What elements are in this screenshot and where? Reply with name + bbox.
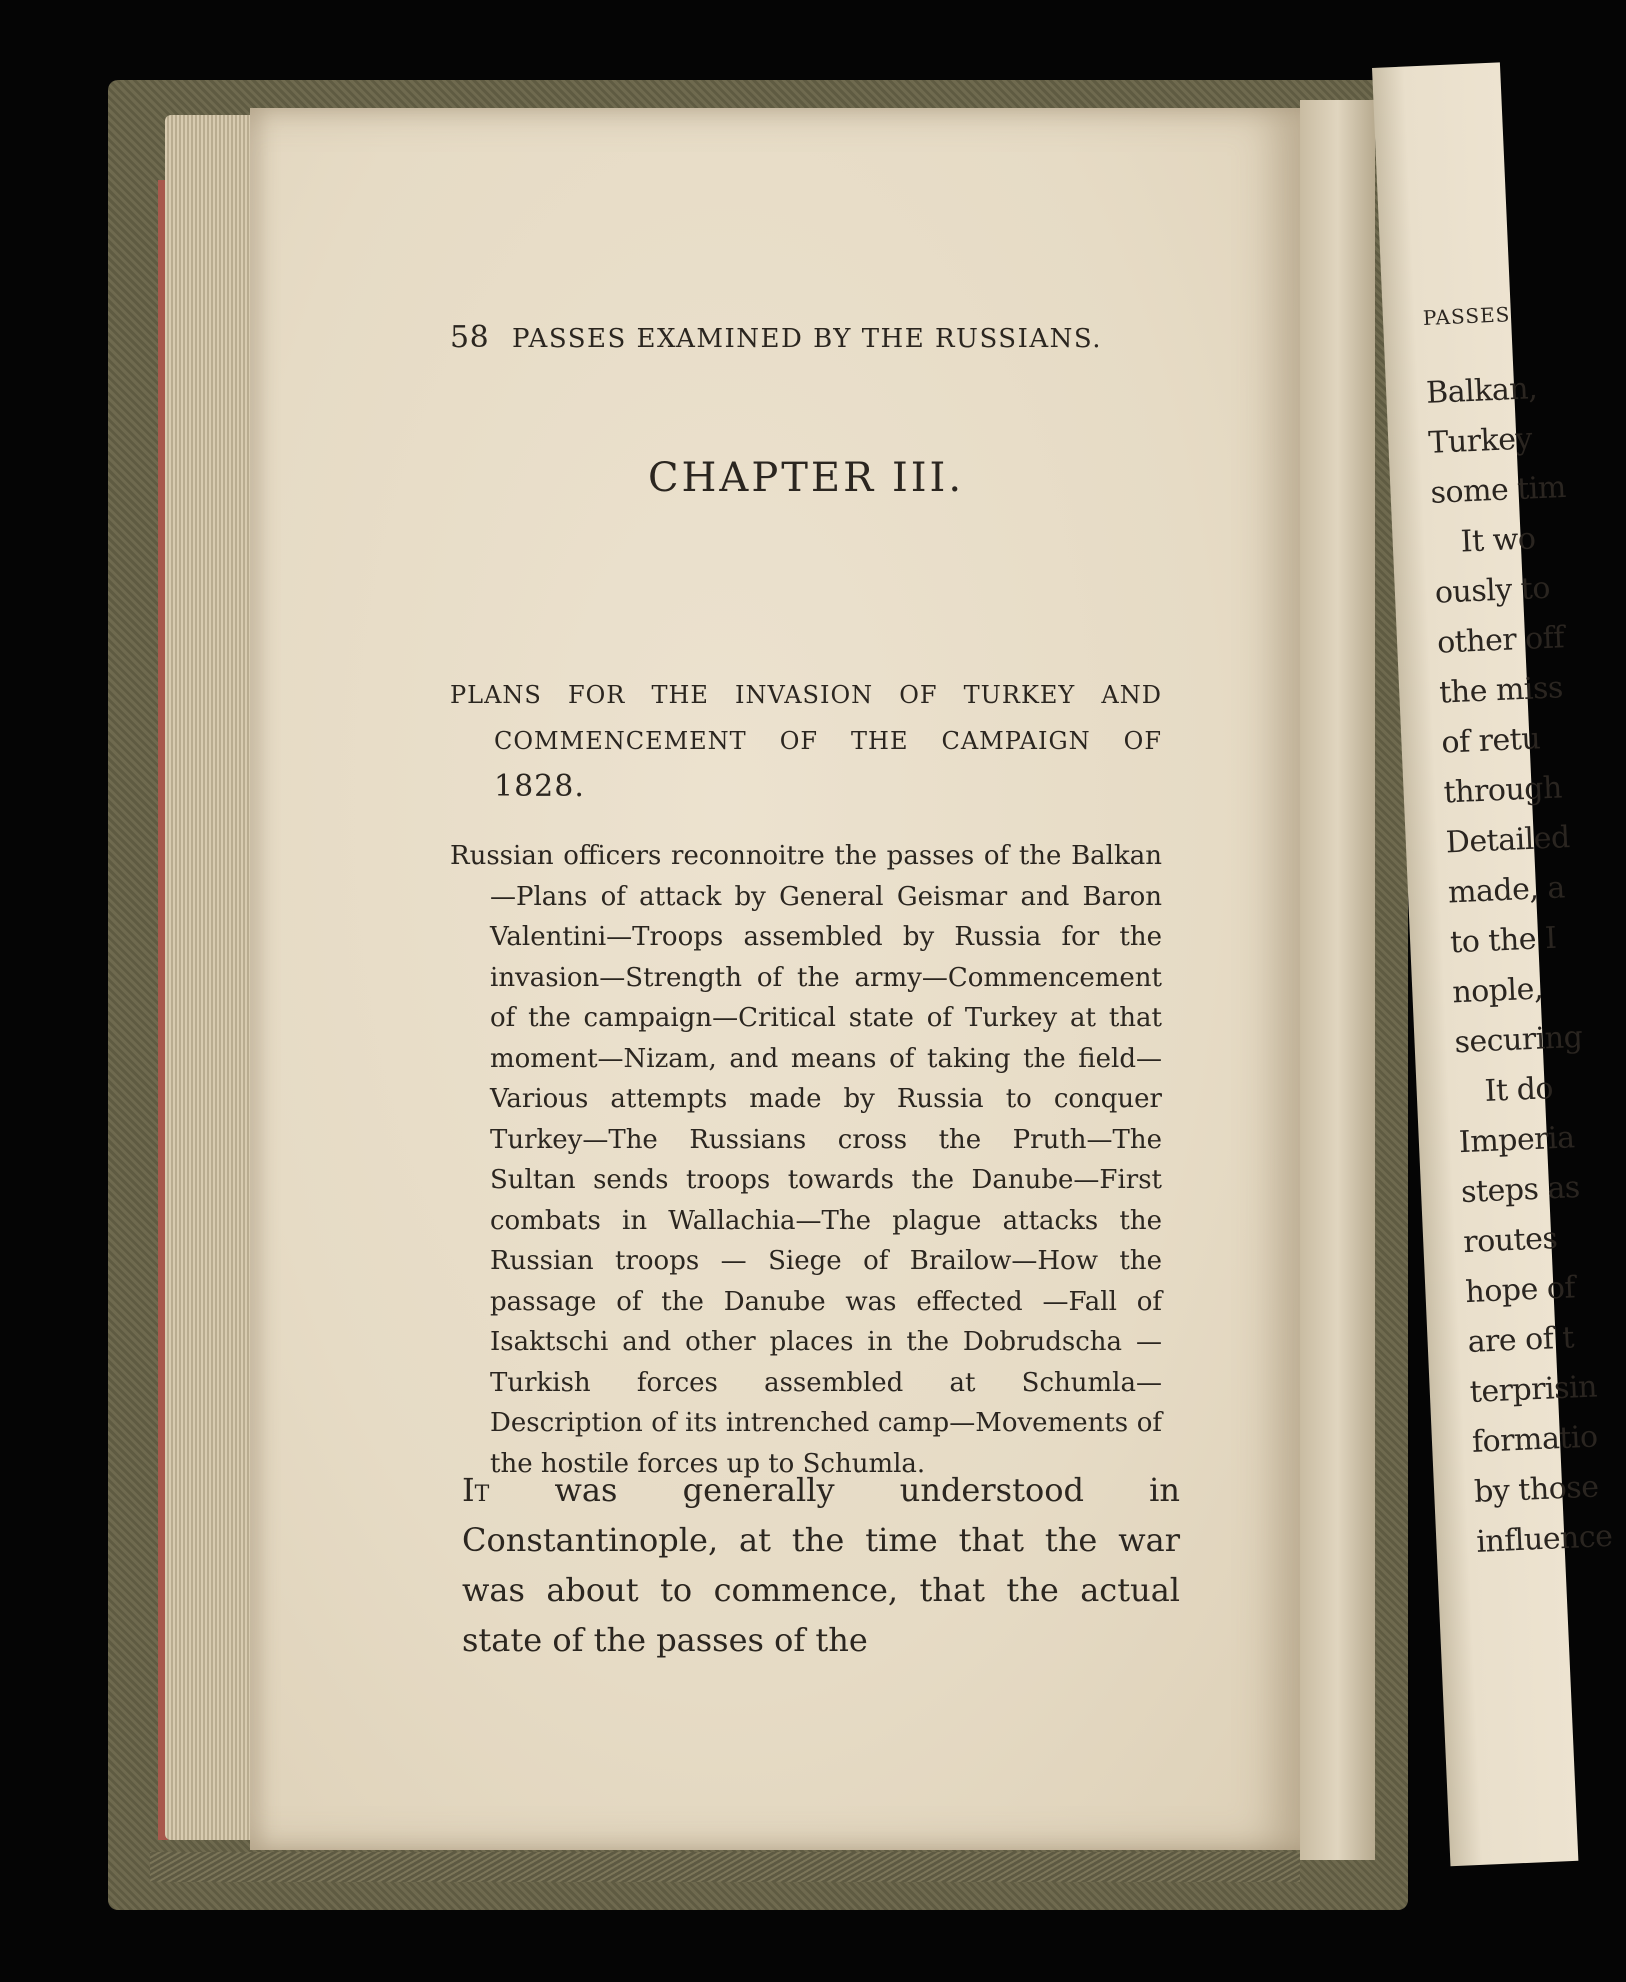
subtitle-word: FOR [567,681,626,709]
right-page-line: hope of [1464,1270,1576,1311]
right-page-line: routes [1462,1221,1558,1261]
body-paragraph [462,1465,1180,1665]
right-page-line: to the I [1449,920,1558,961]
subtitle-word: TURKEY [963,681,1076,709]
right-page-line: ously to [1434,570,1551,611]
right-page-line: formatio [1471,1419,1599,1460]
chapter-title: CHAPTER III. [647,455,965,501]
subtitle-word: OF [899,681,938,709]
chapter-subtitle-line-2 [450,718,1162,764]
right-page-line: It wo [1460,521,1537,560]
right-page-line: steps as [1460,1170,1581,1211]
subtitle-word: PLANS [450,681,542,709]
subtitle-word: THE [651,681,709,709]
subtitle-word: INVASION [735,681,874,709]
subtitle-word: AND [1101,681,1162,709]
cover-edge [150,1852,1300,1882]
right-page-line: of retu [1440,721,1541,761]
body-first-word: It [462,1471,490,1509]
right-page-line: Imperia [1458,1120,1576,1161]
subtitle-word: THE [851,727,909,755]
body-text-rest: was generally understood in Constantinople, at the time that the war was about to commence, that the actual state of the passes of the [462,1471,1180,1659]
right-page-line: terprisin [1469,1369,1598,1410]
right-page-line: Balkan, [1425,371,1538,411]
right-page-line: securing [1453,1019,1583,1061]
chapter-subtitle-line-1 [450,672,1162,718]
right-page-line: nople, [1451,971,1544,1011]
right-page-line: by those [1473,1469,1600,1510]
right-page-line: are of t [1466,1320,1575,1361]
subtitle-word: OF [779,727,819,755]
right-page-line: Detailed [1445,820,1571,861]
page-stack [165,115,260,1840]
right-page-line: through [1442,770,1563,811]
subtitle-word: COMMENCEMENT [494,727,747,755]
chapter-subtitle-line-3: 1828. [494,769,585,804]
right-page-line: the miss [1438,670,1564,711]
subtitle-word: CAMPAIGN [941,727,1091,755]
book-gutter [1300,100,1375,1860]
running-header [450,320,1162,355]
right-page-line: Turkey [1427,421,1533,461]
page-number: 58 [450,320,490,355]
right-page-line: It do [1483,1071,1554,1110]
chapter-subtitle [450,672,1162,810]
subtitle-word: OF [1123,727,1162,755]
running-head: PASSES EXAMINED BY THE RUSSIANS. [511,324,1103,354]
right-page-line: other off [1436,620,1565,661]
right-page-line: influence [1475,1518,1614,1560]
right-running-head: PASSES [1422,302,1511,331]
right-page-line: some tim [1429,469,1567,511]
right-page-line: made, a [1447,870,1566,911]
chapter-summary: Russian officers reconnoitre the passes of the Balkan—Plans of attack by General Geismar and Baron Valentini—Troops assembled by Russia for the invasion—Strength of the army—Commencement of the campaign—Critical state of Turkey at that moment—Nizam, and means of taking the field—Various attempts made by Russia to conquer Turkey—The Russians cross the Pruth—The Sultan sends troops towards the Danube—First combats in Wallachia—The plague attacks the Russian troops — Siege of Brailow—How the passage of the Danube was effected —Fall of Isaktschi and other places in the Dobrudscha —Turkish forces assembled at Schumla—Description of its intrenched camp—Movements of the hostile forces up to Schumla. [450,841,1162,1479]
